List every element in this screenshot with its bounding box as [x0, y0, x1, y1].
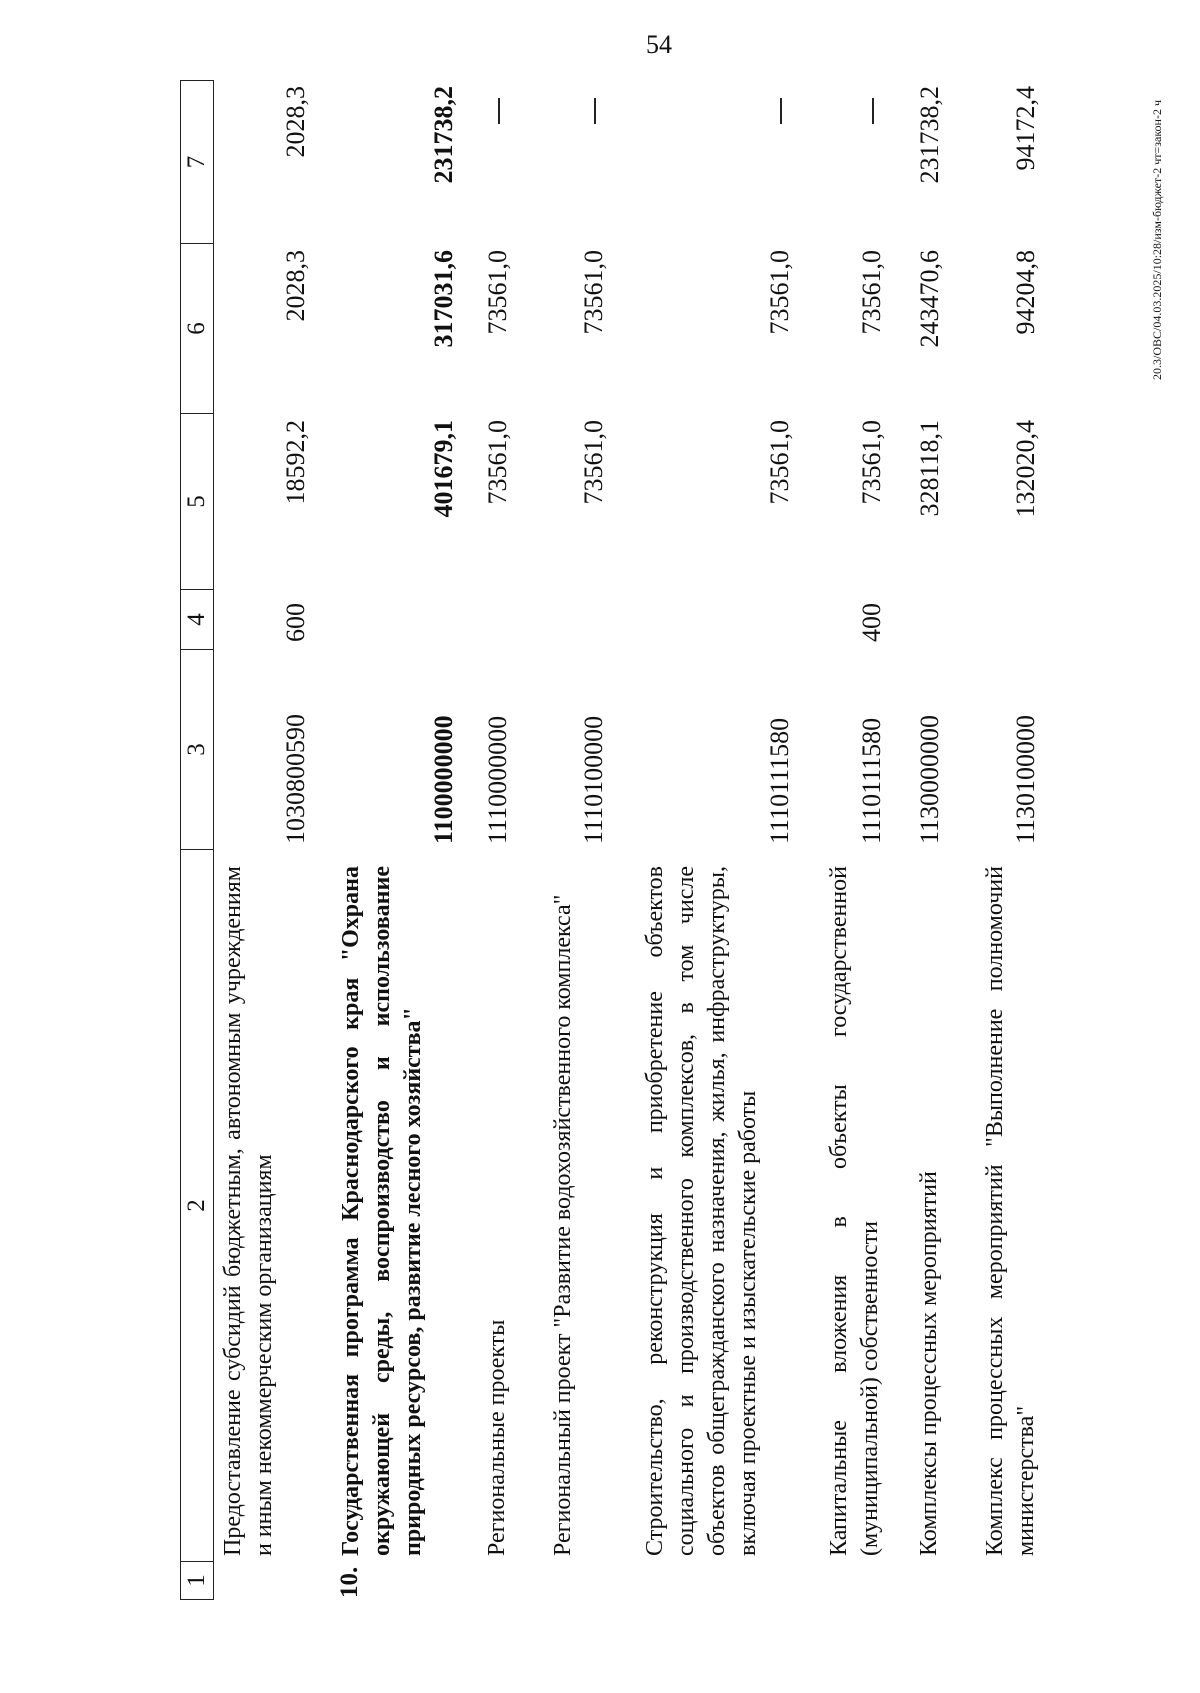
header-col-4: 4 [180, 590, 214, 650]
row-name: Капитальные вложения в объекты государственной (муниципальной) собственности [826, 866, 883, 1556]
row-name: Комплексы процессных мероприятий [916, 1171, 942, 1556]
program-value-5: 401679,1 [429, 420, 458, 518]
row-code: 1130100000 [1011, 714, 1040, 844]
row-name: Комплекс процессных мероприятий "Выполнение полномочий министерства" [982, 866, 1039, 1556]
program-value-7: 231738,2 [429, 86, 458, 184]
row-name: Предоставление субсидий бюджетным, автономным учреждениям и иным некоммерческим организациям [220, 866, 277, 1556]
empty-value-dash [780, 98, 782, 124]
row-value-6: 73561,0 [483, 250, 512, 335]
header-col-7: 7 [180, 80, 214, 244]
row-name: Строительство, реконструкция и приобретение объектов социального и производственного комплексов, в том числе объектов общегражданского назначения, жилья, инфраструктуры, включая проектные и изыскательские работы [642, 866, 761, 1556]
row-value-6: 73561,0 [765, 250, 794, 335]
header-col-6: 6 [180, 244, 214, 414]
row-value-5: 132020,4 [1011, 420, 1040, 518]
header-col-5: 5 [180, 414, 214, 590]
row-value-6: 73561,0 [579, 250, 608, 335]
footer-stamp [1150, 100, 1166, 1480]
empty-value-dash [498, 98, 500, 124]
footer-stamp-text: 20.3/ОВС/04.03.2025/10:28/изм-бюджет-2 чт=закон-2 ч [1150, 100, 1164, 380]
row-code: 1130000000 [915, 714, 944, 844]
row-expense-type: 600 [281, 603, 310, 642]
row-number: 10. [336, 1566, 363, 1598]
row-code: 1030800590 [281, 714, 310, 844]
row-value-5: 73561,0 [579, 420, 608, 505]
row-value-7: 231738,2 [915, 86, 944, 184]
page-number: 54 [646, 30, 672, 59]
row-value-7: 94172,4 [1011, 86, 1040, 171]
row-code: 1110000000 [483, 715, 512, 844]
program-code: 1100000000 [429, 715, 458, 844]
program-name: Государственная программа Краснодарского края "Охрана окружающей среды, воспроизводство и использование природных ресурсов, развитие лесного хозяйства" [338, 866, 426, 1556]
row-value-5: 328118,1 [915, 420, 944, 517]
header-col-1: 1 [180, 1562, 214, 1600]
row-value-6: 243470,6 [915, 250, 944, 348]
row-value-5: 73561,0 [857, 420, 886, 505]
row-code: 1110111580 [765, 717, 794, 844]
row-code: 1110100000 [579, 715, 608, 844]
row-name: Региональные проекты [484, 1319, 510, 1556]
row-value-5: 18592,2 [281, 420, 310, 505]
budget-table [180, 80, 1120, 1600]
row-value-5: 73561,0 [483, 420, 512, 505]
row-value-6: 73561,0 [857, 250, 886, 335]
empty-value-dash [872, 98, 874, 124]
header-col-2: 2 [180, 850, 214, 1562]
row-expense-type: 400 [857, 603, 886, 642]
empty-value-dash [594, 98, 596, 124]
row-value-7: 2028,3 [281, 86, 310, 158]
row-code: 1110111580 [857, 717, 886, 844]
row-value-5: 73561,0 [765, 420, 794, 505]
header-col-3: 3 [180, 650, 214, 850]
program-value-6: 317031,6 [429, 250, 458, 348]
row-name: Региональный проект "Развитие водохозяйственного комплекса" [550, 894, 576, 1556]
row-value-6: 94204,8 [1011, 250, 1040, 335]
row-value-6: 2028,3 [281, 250, 310, 322]
